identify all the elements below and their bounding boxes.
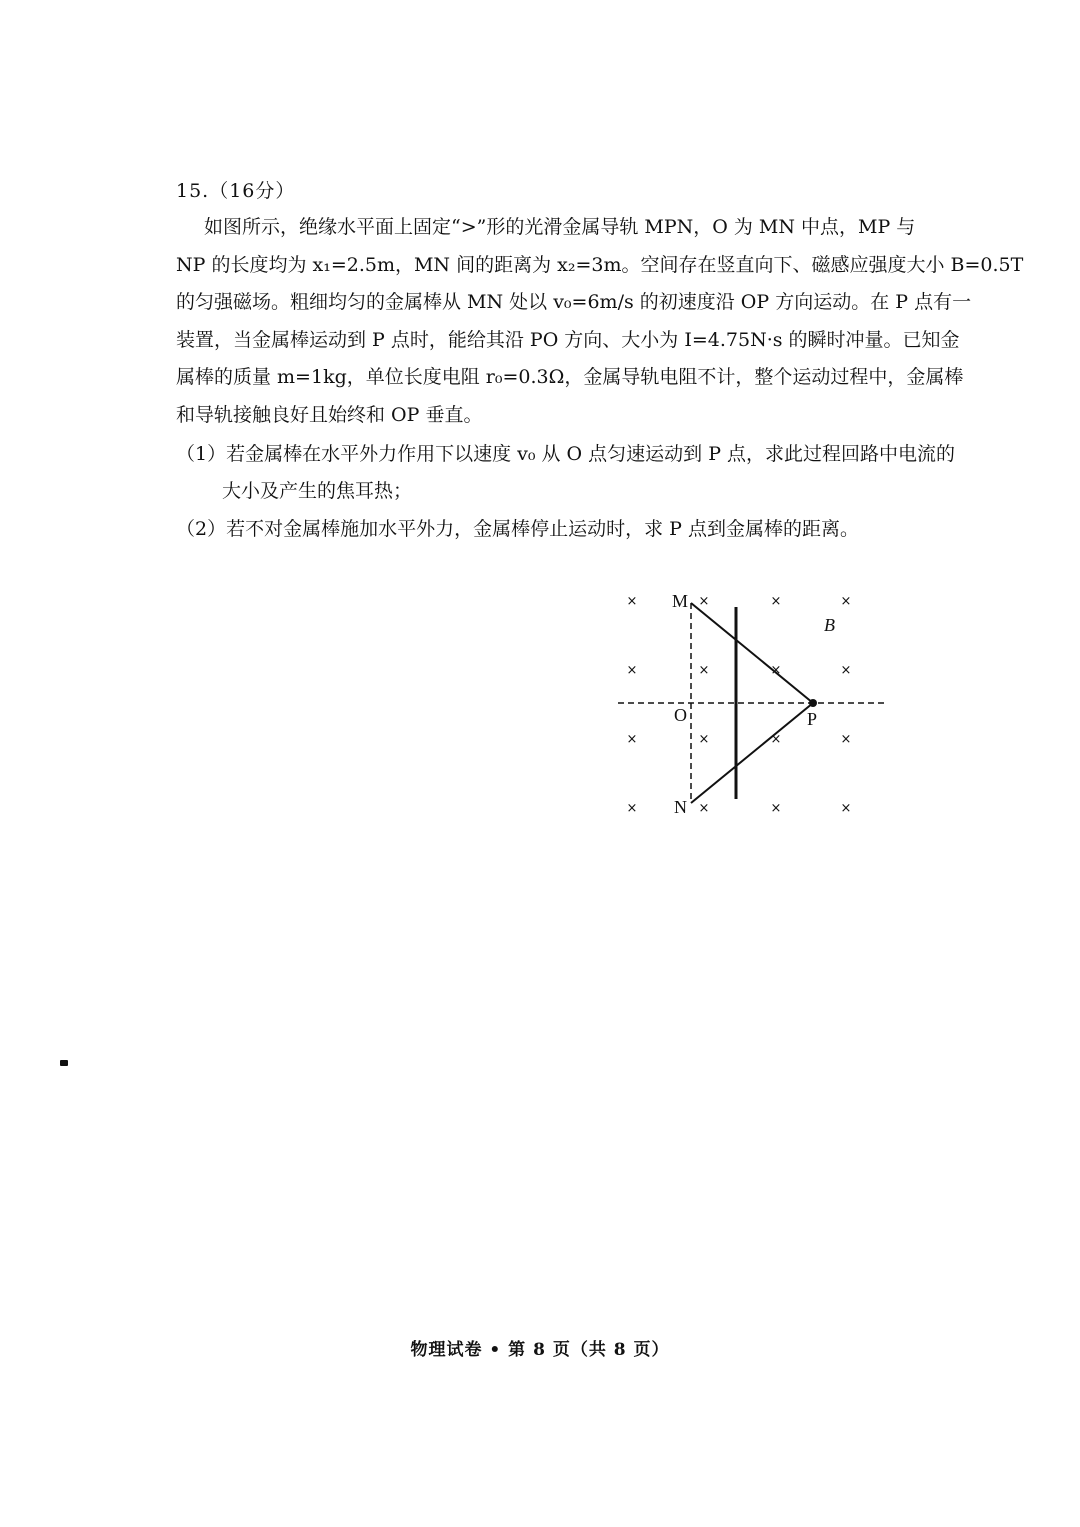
field-cross: ×	[840, 594, 852, 609]
rail-np	[691, 703, 813, 803]
point-p-dot	[809, 699, 817, 707]
label-p: P	[807, 709, 818, 729]
label-m: M	[672, 591, 689, 611]
rail-diagram	[610, 585, 890, 820]
question-body	[176, 209, 1024, 434]
label-o: O	[674, 705, 687, 725]
scan-mark	[60, 1060, 68, 1066]
body-line-6: 和导轨接触良好且始终和 OP 垂直。	[176, 403, 483, 426]
field-cross: ×	[698, 801, 710, 816]
field-cross: ×	[626, 663, 638, 678]
label-n: N	[674, 797, 687, 817]
body-line-1: 如图所示，绝缘水平面上固定“>”形的光滑金属导轨 MPN，O 为 MN 中点，MP 与	[204, 216, 916, 238]
rail-mp	[691, 603, 813, 703]
body-line-2: NP 的长度均为 x₁=2.5m，MN 间的距离为 x₂=3m。空间存在竖直向下、磁感应强度大小 B=0.5T	[176, 253, 1024, 276]
label-b: B	[824, 615, 835, 635]
field-cross: ×	[840, 663, 852, 678]
question-number: 15.（16分）	[176, 180, 296, 202]
field-cross: ×	[840, 801, 852, 816]
sub-question-2: （2）若不对金属棒施加水平外力，金属棒停止运动时，求 P 点到金属棒的距离。	[176, 518, 859, 540]
field-cross: ×	[698, 663, 710, 678]
field-cross: ×	[770, 732, 782, 747]
body-line-5: 属棒的质量 m=1kg，单位长度电阻 r₀=0.3Ω，金属导轨电阻不计，整个运动过程中，金属棒	[176, 366, 964, 388]
field-cross: ×	[626, 594, 638, 609]
field-cross: ×	[626, 732, 638, 747]
field-cross: ×	[770, 801, 782, 816]
field-cross: ×	[840, 732, 852, 747]
sub-question-1: （1）若金属棒在水平外力作用下以速度 v₀ 从 O 点匀速运动到 P 点，求此过程回路中电流的	[176, 443, 956, 465]
field-cross: ×	[770, 663, 782, 678]
field-cross: ×	[698, 732, 710, 747]
page-footer: 物理试卷 • 第 8 页（共 8 页）	[410, 1340, 670, 1360]
field-cross: ×	[770, 594, 782, 609]
body-line-4: 装置，当金属棒运动到 P 点时，能给其沿 PO 方向、大小为 I=4.75N·s 的瞬时冲量。已知金	[176, 328, 960, 351]
sub-question-1-cont: 大小及产生的焦耳热；	[222, 480, 413, 502]
body-line-3: 的匀强磁场。粗细均匀的金属棒从 MN 处以 v₀=6m/s 的初速度沿 OP 方向运动。在 P 点有一	[176, 291, 972, 313]
field-cross: ×	[698, 594, 710, 609]
field-cross: ×	[626, 801, 638, 816]
